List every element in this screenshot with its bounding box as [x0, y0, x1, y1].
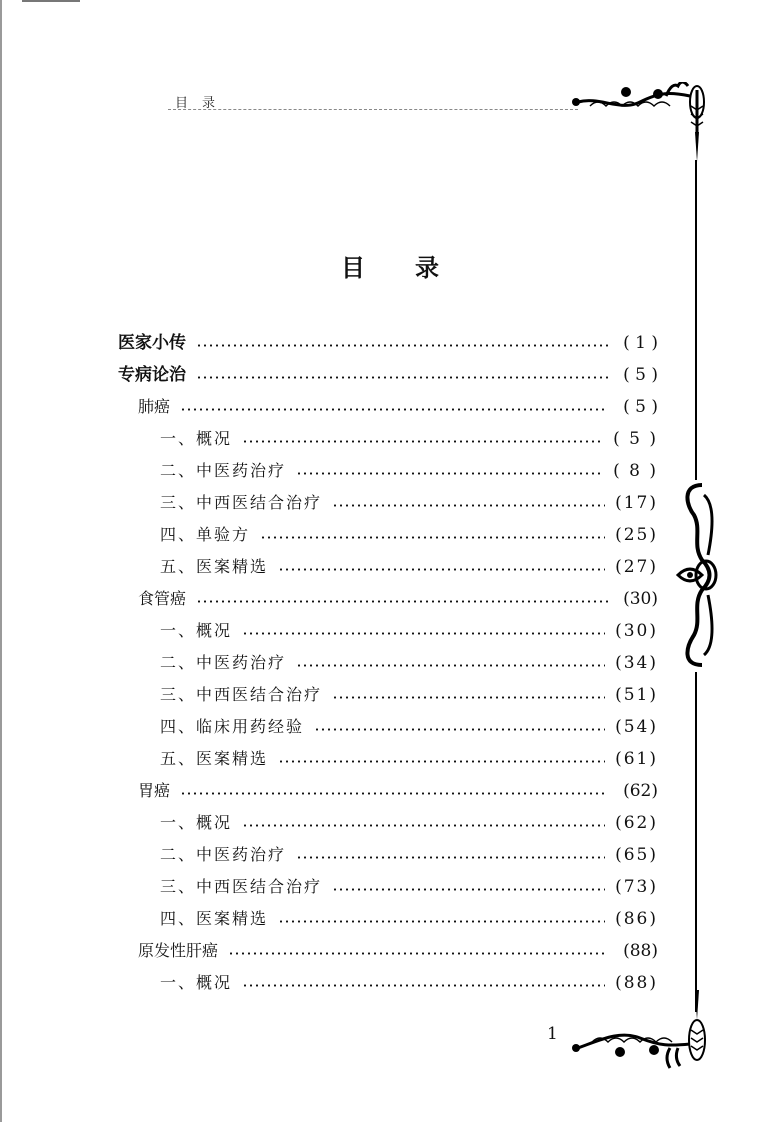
toc-entry-page: (61)	[615, 749, 658, 769]
toc-entry[interactable]	[118, 583, 658, 615]
toc-entry-label: 一、概况	[160, 429, 233, 448]
toc-entry-label: 二、中医药治疗	[160, 461, 287, 480]
toc-entry-label: 四、临床用药经验	[160, 717, 305, 736]
toc-entry-label: 五、医案精选	[160, 749, 269, 768]
toc-entry[interactable]	[118, 743, 658, 775]
table-of-contents	[118, 327, 658, 999]
toc-entry[interactable]	[118, 647, 658, 679]
toc-entry-page: (25)	[615, 525, 658, 545]
toc-entry[interactable]	[118, 359, 658, 391]
toc-entry-page: ( 5 )	[613, 429, 658, 449]
dot-leader	[296, 472, 603, 475]
toc-entry[interactable]	[118, 615, 658, 647]
toc-entry-label: 四、单验方	[160, 525, 251, 544]
toc-entry-label: 一、概况	[160, 973, 233, 992]
dot-leader	[180, 408, 608, 411]
page-left-edge	[0, 0, 2, 1122]
toc-entry[interactable]	[118, 807, 658, 839]
toc-entry-page: (73)	[615, 877, 658, 897]
toc-entry-label: 四、医案精选	[160, 909, 269, 928]
toc-entry-label: 胃癌	[138, 781, 171, 800]
dot-leader	[196, 600, 608, 603]
toc-entry-page: (62)	[623, 781, 658, 801]
toc-entry-label: 五、医案精选	[160, 557, 269, 576]
dot-leader	[296, 664, 605, 667]
toc-entry[interactable]	[118, 903, 658, 935]
dot-leader	[196, 376, 608, 379]
toc-entry[interactable]	[118, 711, 658, 743]
toc-entry-page: (86)	[615, 909, 658, 929]
toc-entry[interactable]	[118, 519, 658, 551]
toc-entry-page: (34)	[615, 653, 658, 673]
toc-entry-page: (30)	[615, 621, 658, 641]
toc-entry-label: 三、中西医结合治疗	[160, 685, 323, 704]
toc-entry[interactable]	[118, 775, 658, 807]
dot-leader	[332, 696, 605, 699]
border-line-lower	[695, 672, 697, 1012]
dot-leader	[242, 440, 603, 443]
dot-leader	[278, 760, 605, 763]
toc-entry-label: 医家小传	[118, 333, 186, 353]
toc-entry[interactable]	[118, 423, 658, 455]
toc-entry-label: 三、中西医结合治疗	[160, 493, 323, 512]
toc-entry-page: (88)	[615, 973, 658, 993]
dot-leader	[242, 984, 605, 987]
toc-entry[interactable]	[118, 327, 658, 359]
toc-entry-page: ( 8 )	[613, 461, 658, 481]
toc-entry[interactable]	[118, 487, 658, 519]
corner-ornament-bottom-icon	[570, 990, 710, 1070]
page-title: 目录	[341, 254, 489, 282]
toc-entry-label: 原发性肝癌	[138, 941, 219, 960]
corner-ornament-top-icon	[570, 82, 710, 162]
top-scan-mark	[22, 0, 80, 2]
side-ornament-icon	[672, 475, 722, 675]
toc-entry-label: 一、概况	[160, 813, 233, 832]
toc-entry[interactable]	[118, 871, 658, 903]
dot-leader	[278, 920, 605, 923]
toc-entry-label: 专病论治	[118, 365, 186, 385]
toc-entry[interactable]	[118, 679, 658, 711]
toc-entry[interactable]	[118, 551, 658, 583]
toc-entry[interactable]	[118, 455, 658, 487]
toc-entry-page: (30)	[623, 589, 658, 609]
toc-entry-page: (65)	[615, 845, 658, 865]
running-head-rule	[168, 109, 578, 110]
running-head: 目录	[175, 96, 230, 111]
toc-entry[interactable]	[118, 935, 658, 967]
toc-entry-label: 一、概况	[160, 621, 233, 640]
toc-entry-page: ( 1 )	[623, 333, 658, 353]
toc-entry[interactable]	[118, 839, 658, 871]
page-number: 1	[547, 1024, 558, 1044]
toc-entry-label: 二、中医药治疗	[160, 845, 287, 864]
dot-leader	[242, 824, 605, 827]
dot-leader	[278, 568, 605, 571]
dot-leader	[296, 856, 605, 859]
toc-entry-page: (54)	[615, 717, 658, 737]
toc-entry[interactable]	[118, 967, 658, 999]
toc-entry-page: ( 5 )	[623, 397, 658, 417]
dot-leader	[260, 536, 605, 539]
toc-entry-label: 食管癌	[138, 589, 187, 608]
toc-entry-page: (51)	[615, 685, 658, 705]
dot-leader	[332, 504, 605, 507]
toc-entry-label: 二、中医药治疗	[160, 653, 287, 672]
toc-entry-page: (27)	[615, 557, 658, 577]
dot-leader	[196, 344, 608, 347]
toc-entry[interactable]	[118, 391, 658, 423]
toc-entry-page: (62)	[615, 813, 658, 833]
border-line-upper	[695, 160, 697, 480]
toc-entry-page: (17)	[615, 493, 658, 513]
toc-entry-page: (88)	[623, 941, 658, 961]
dot-leader	[228, 952, 608, 955]
dot-leader	[332, 888, 605, 891]
toc-entry-page: ( 5 )	[623, 365, 658, 385]
dot-leader	[180, 792, 608, 795]
toc-entry-label: 三、中西医结合治疗	[160, 877, 323, 896]
toc-entry-label: 肺癌	[138, 397, 171, 416]
dot-leader	[242, 632, 605, 635]
dot-leader	[314, 728, 605, 731]
